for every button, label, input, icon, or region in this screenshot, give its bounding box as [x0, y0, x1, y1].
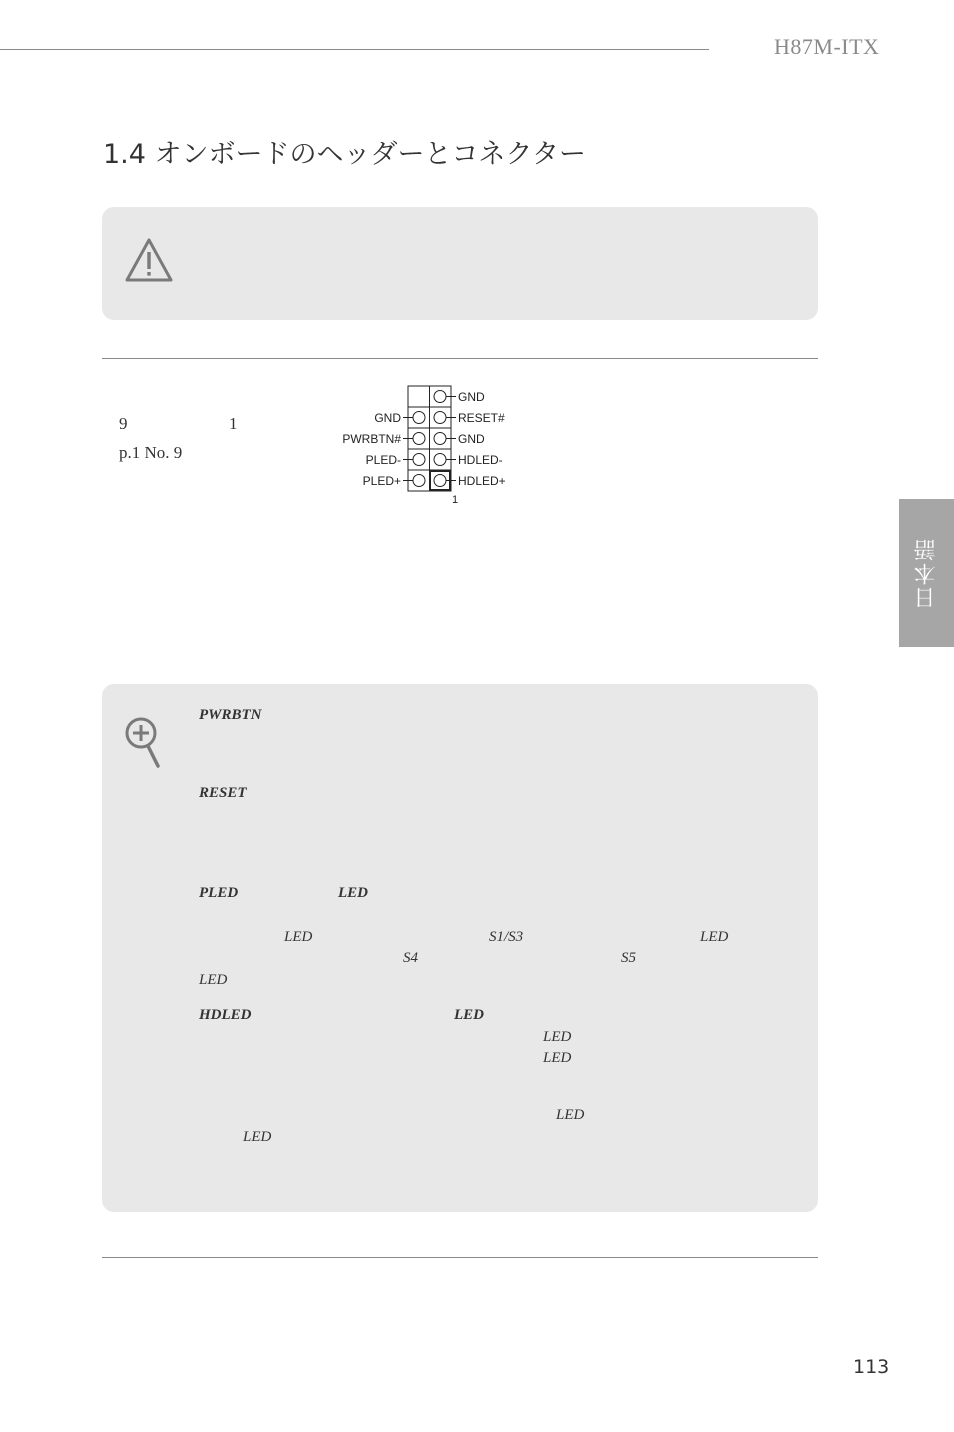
note-pled-label: PLED	[199, 885, 239, 901]
pin-label-hdled-minus: HDLED-	[458, 453, 503, 467]
pin-circle	[413, 454, 425, 466]
note-led-text: LED	[556, 1107, 585, 1123]
warning-triangle-icon	[124, 237, 174, 283]
pin-label-reset: RESET#	[458, 411, 505, 425]
header-rule	[0, 49, 709, 50]
section-rule-top	[102, 358, 818, 359]
note-led-text: LED	[543, 1050, 572, 1066]
pin-circle	[434, 412, 446, 424]
front-panel-header-diagram	[330, 382, 530, 510]
pin-circle	[434, 391, 446, 403]
section-title: 1.4 オンボードのヘッダーとコネクター	[103, 139, 586, 170]
pin-label-gnd: GND	[374, 411, 401, 425]
pin-label-hdled-plus: HDLED+	[458, 474, 506, 488]
note-panel	[102, 684, 818, 1212]
model-name: H87M-ITX	[774, 34, 880, 59]
section-rule-bottom	[102, 1257, 818, 1258]
note-hdled-label: HDLED	[199, 1007, 252, 1023]
page-number: 113	[853, 1356, 890, 1378]
note-led-text: LED	[284, 929, 313, 945]
note-led-text: LED	[199, 972, 228, 988]
note-reset-label: RESET	[199, 785, 247, 801]
note-s4-text: S4	[403, 950, 418, 966]
note-pled-led-label: LED	[338, 885, 368, 901]
pin-circle	[413, 412, 425, 424]
pin-circle	[434, 433, 446, 445]
note-pwrbtn-label: PWRBTN	[199, 707, 262, 723]
page-reference-text: p.1 No. 9	[119, 443, 183, 462]
pin-label-gnd: GND	[458, 390, 485, 404]
pin-circle	[413, 475, 425, 487]
note-led-text: LED	[243, 1129, 272, 1145]
pin-one-text: 1	[229, 414, 238, 433]
language-tab-label: 日本語	[914, 537, 939, 609]
note-led-text: LED	[700, 929, 729, 945]
note-s5-text: S5	[621, 950, 636, 966]
warning-panel	[102, 207, 818, 320]
pin-label-pwrbtn: PWRBTN#	[342, 432, 401, 446]
pin-label-gnd: GND	[458, 432, 485, 446]
pin-circle	[434, 475, 446, 487]
pin-label-pled-plus: PLED+	[362, 474, 401, 488]
pin-label-pled-minus: PLED-	[365, 453, 401, 467]
note-hdled-led-label: LED	[454, 1007, 484, 1023]
pin1-label: 1	[451, 494, 459, 506]
note-s1s3-text: S1/S3	[489, 929, 524, 945]
pin-circle	[434, 454, 446, 466]
pin-circle	[413, 433, 425, 445]
note-led-text: LED	[543, 1029, 572, 1045]
language-tab	[899, 499, 954, 647]
magnifier-plus-icon	[124, 716, 164, 770]
pin-count-text: 9	[119, 414, 128, 433]
